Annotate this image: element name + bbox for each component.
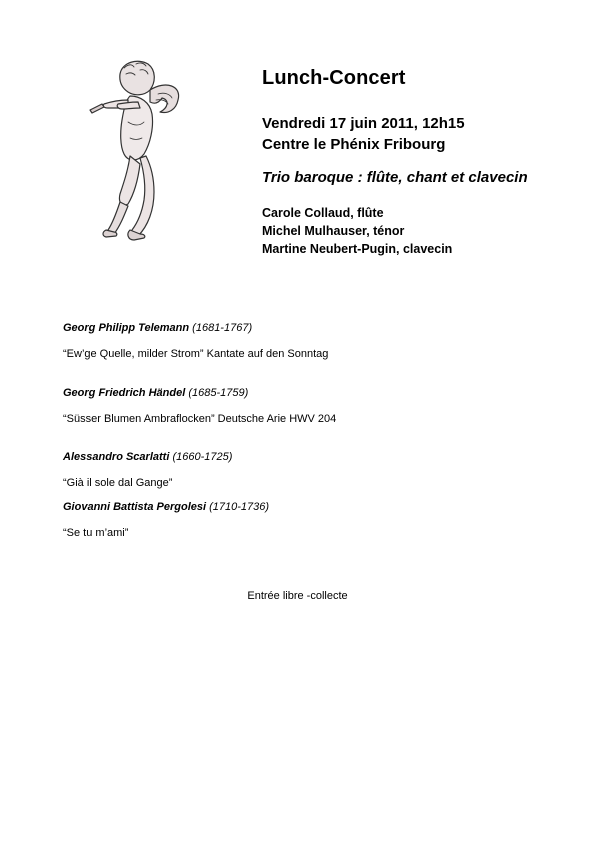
composer-line [63,387,336,401]
composer-name: Georg Philipp Telemann [63,322,190,334]
cherub-flute-icon [78,52,198,248]
composer-line [63,501,336,515]
composer-dates: (1685-1759) [188,387,249,399]
composer-name: Alessandro Scarlatti [63,451,170,463]
work-title: “Se tu m’ami” [63,527,129,539]
composer-name: Giovanni Battista Pergolesi [63,501,207,513]
work-title: “Ew’ge Quelle, milder Strom” Kantate auf den Sonntag [63,348,329,360]
performer-item: Martine Neubert-Pugin, clavecin [262,242,453,256]
composer-line [63,451,336,465]
page-title: Lunch-Concert [262,67,406,89]
composer-dates: (1660-1725) [172,451,233,463]
performers-list [262,204,452,258]
work-title: “Già il sole dal Gange” [63,477,173,489]
composer-line [63,322,336,336]
performer-item: Carole Collaud, flûte [262,206,384,220]
program-list [63,322,336,541]
work-title: “Süsser Blumen Ambraflocken” Deutsche Arie HWV 204 [63,413,337,425]
concert-subtitle: Trio baroque : flûte, chant et clavecin [262,169,528,186]
performer-item: Michel Mulhauser, ténor [262,224,405,238]
admission-note: Entrée libre -collecte [247,590,348,602]
composer-name: Georg Friedrich Händel [63,387,186,399]
concert-venue: Centre le Phénix Fribourg [262,136,446,153]
composer-dates: (1710-1736) [209,501,270,513]
concert-date: Vendredi 17 juin 2011, 12h15 [262,115,465,132]
composer-dates: (1681-1767) [192,322,253,334]
